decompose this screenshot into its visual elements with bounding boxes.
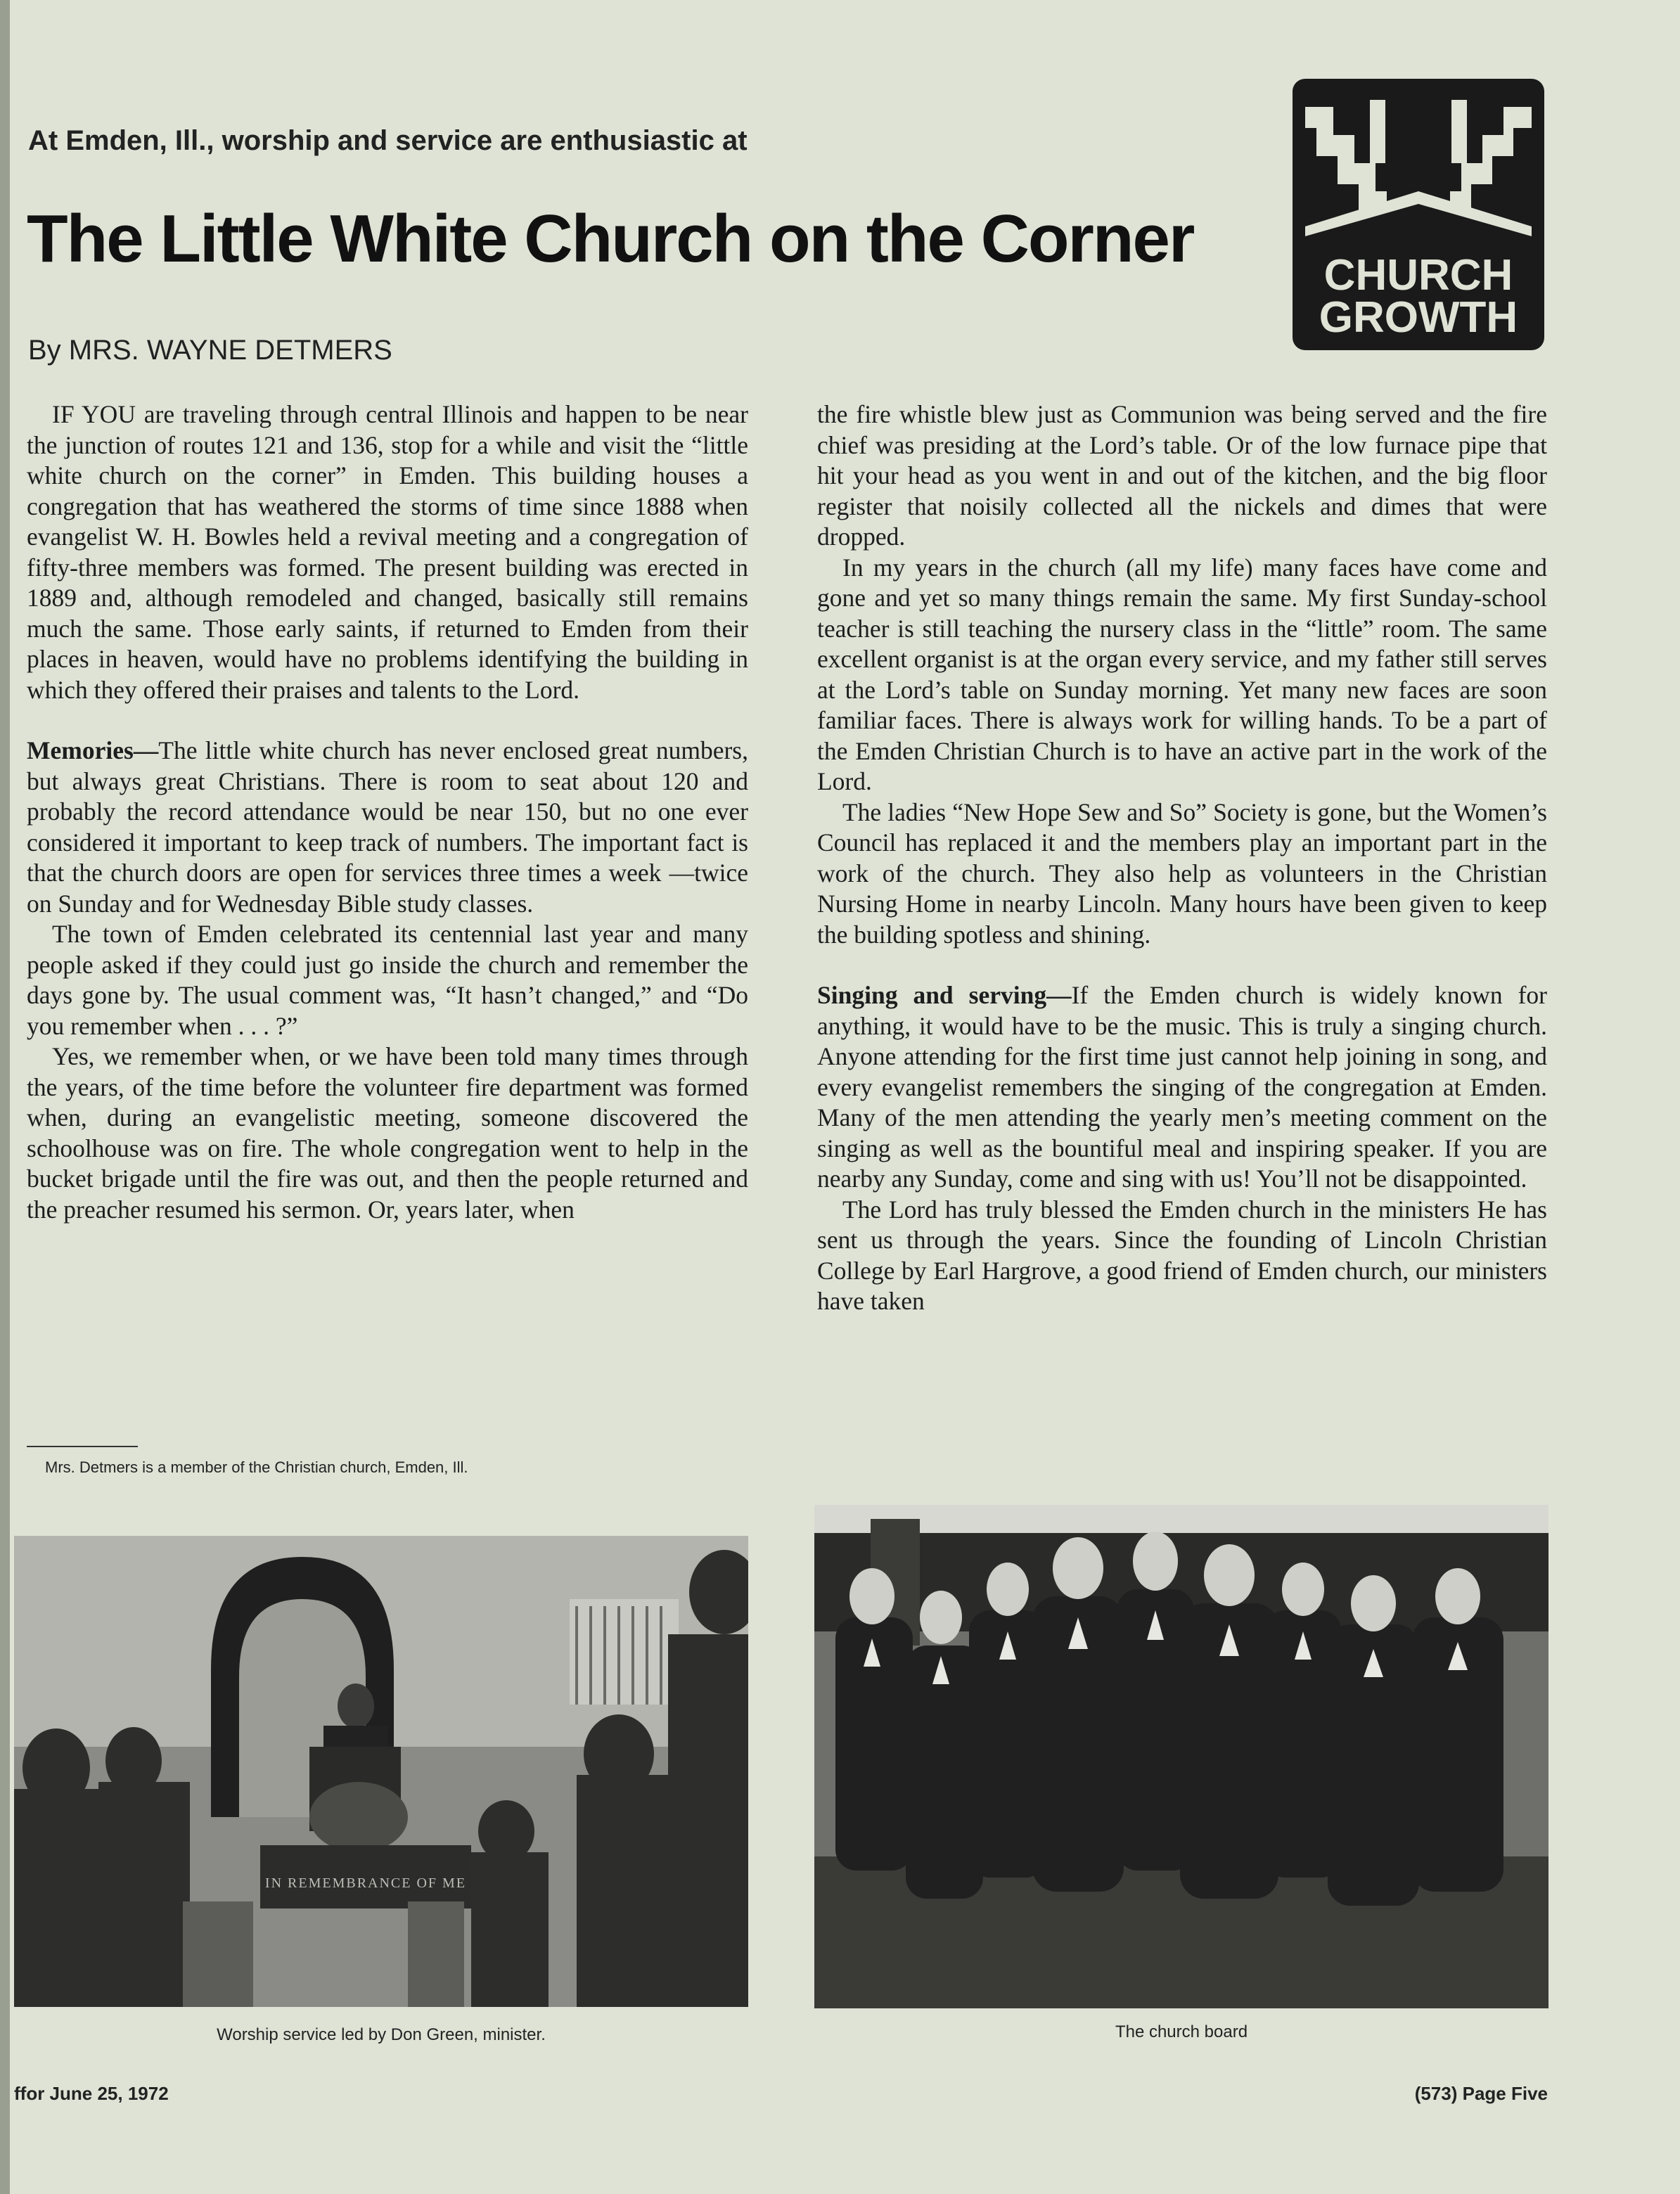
photo-worship-service <box>14 1536 748 2007</box>
article-column-right <box>817 399 1547 1317</box>
caption-left: Worship service led by Don Green, minister. <box>217 2025 546 2044</box>
subhead-singing: Singing and serving— <box>817 981 1072 1009</box>
paragraph: Yes, we remember when, or we have been told many times through the years, of the time before the volunteer fire department was formed when, during an evangelistic meeting, someone discovered the schoolhouse was on fire. The whole congregation went to help in the bucket brigade until the fire was out, and then the people returned and the preacher resumed his sermon. Or, years later, when <box>27 1042 748 1224</box>
paragraph: In my years in the church (all my life) many faces have come and gone and yet so many things remain the same. My first Sunday-school teacher is still teaching the nursery class in the “little” room. The same excellent organist is at the organ every service, and my father still serves at the Lord’s table on Sunday morning. Yet many new faces are soon familiar faces. There is always work for willing hands. To be a part of the Emden Christian Church is to have an active part in the work of the Lord. <box>817 553 1547 795</box>
kicker: At Emden, Ill., worship and service are enthusiastic at <box>28 125 748 156</box>
paragraph <box>27 736 748 919</box>
logo-line2: GROWTH <box>1319 293 1518 342</box>
paragraph: the fire whistle blew just as Communion was being served and the fire chief was presiding at the Lord’s table. Or of the low furnace pipe that hit your head as you went in and out of the kitchen, and the big floor register that noisily collected all the nickels and dimes that were dropped. <box>817 400 1547 551</box>
byline: By MRS. WAYNE DETMERS <box>28 335 392 366</box>
subhead-memories: Memories— <box>27 736 159 764</box>
logo-line1: CHURCH <box>1323 251 1513 300</box>
church-board-photo-illustration <box>814 1505 1548 2008</box>
paragraph: The ladies “New Hope Sew and So” Society is gone, but the Women’s Council has replaced it and the members play an important part in the work of the church. They also help as volunteers in the Christian Nursing Home in nearby Lincoln. Many hours have been given to keep the building spotless and shining. <box>817 797 1547 949</box>
paragraph: IF YOU are traveling through central Illinois and happen to be near the junction of routes 121 and 136, stop for a while and visit the “little white church on the corner” in Emden. This building houses a congregation that has weathered the storms of time since 1888 when evangelist W. H. Bowles held a revival meeting and a congregation of fifty-three members was formed. The present building was erected in 1889 and, although remodeled and changed, basically still remains much the same. Those early saints, if returned to Emden from their places in heaven, would have no problems identifying the building in which they offered their praises and talents to the Lord. <box>27 400 748 704</box>
paragraph <box>817 980 1547 1195</box>
communion-table-text: IN REMEMBRANCE OF ME <box>264 1875 467 1891</box>
worship-photo-illustration <box>14 1536 748 2007</box>
footnote: Mrs. Detmers is a member of the Christian church, Emden, Ill. <box>45 1458 468 1476</box>
paragraph: The town of Emden celebrated its centennial last year and many people asked if they could just go inside the church and remember the days gone by. The usual comment was, “It hasn’t changed,” and “Do you remember when . . . ?” <box>27 920 748 1040</box>
footer-page-number: (573) Page Five <box>1414 2083 1548 2104</box>
paragraph: The Lord has truly blessed the Emden church in the ministers He has sent us through the years. Since the founding of Lincoln Christian College by Earl Hargrove, a good friend of Emden church, our ministers have taken <box>817 1195 1547 1315</box>
paragraph-text: The little white church has never enclosed great numbers, but always great Christians. There is room to seat about 120 and probably the record attendance would be near 150, but no one ever considered it important to keep track of numbers. The important fact is that the church doors are open for services three times a week —twice on Sunday and for Wednesday Bible study classes. <box>27 736 748 918</box>
photo-church-board <box>814 1505 1548 2008</box>
headline: The Little White Church on the Corner <box>27 201 1194 276</box>
article-column-left <box>27 399 748 1225</box>
paragraph-text: If the Emden church is widely known for anything, it would have to be the music. This is truly a singing church. Anyone attending for the first time just cannot help joining in song, and every evangelist remembers the singing of the congregation at Emden. Many of the men attending the yearly men’s meeting comment on the singing as well as the bountiful meal and inspiring speaker. If you are nearby any Sunday, come and sing with us! You’ll not be disappointed. <box>817 981 1547 1193</box>
footnote-rule <box>27 1446 138 1447</box>
footer-date: ffor June 25, 1972 <box>14 2083 169 2104</box>
page-edge <box>0 0 10 2194</box>
caption-right: The church board <box>1115 2022 1248 2041</box>
church-growth-logo <box>1293 79 1544 350</box>
